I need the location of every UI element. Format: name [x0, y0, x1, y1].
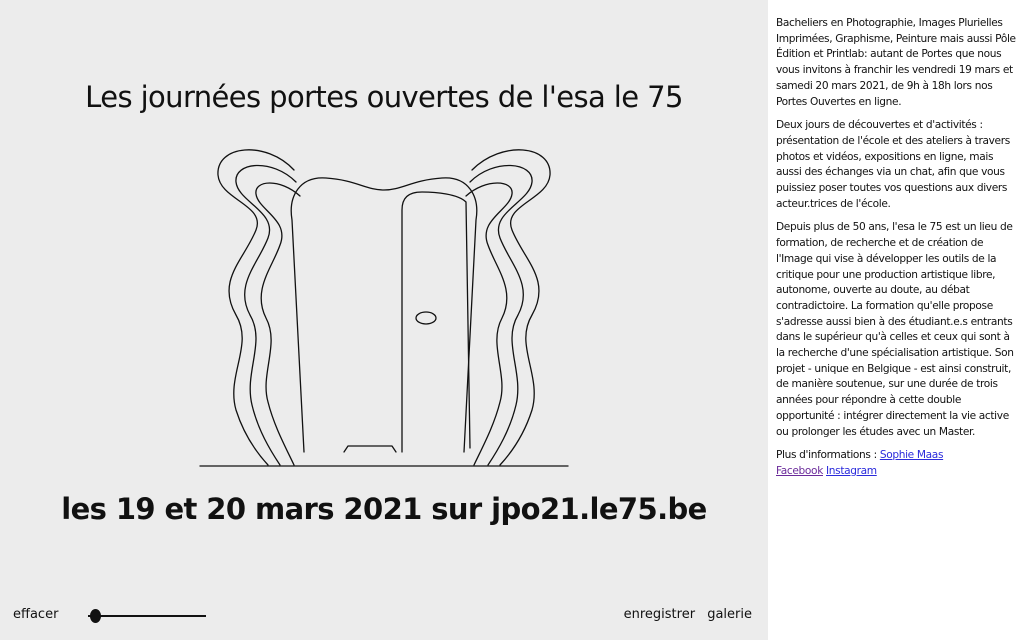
page-title: Les journées portes ouvertes de l'esa le 75: [85, 80, 683, 114]
info-paragraph-2: Deux jours de découvertes et d'activités : présentation de l'école et des ateliers à travers photos et vidéos, expositions en ligne, mais aussi des échanges via un chat, afin que vous puissiez poser toutes vos questions aux divers acteur.trices de l'école.: [776, 119, 1010, 210]
info-paragraph-1: Bacheliers en Photographie, Images Plurielles Imprimées, Graphisme, Peinture mais aussi Pôle Édition et Printlab: autant de Portes que nous vous invitons à franchir les vendredi 19 mars et samedi 20 mars 2021, de 9h à 18h lors nos Portes Ouvertes en ligne.: [776, 17, 1016, 108]
gallery-button[interactable]: galerie: [707, 607, 752, 622]
clear-button[interactable]: effacer: [13, 607, 59, 622]
info-paragraph-3: Depuis plus de 50 ans, l'esa le 75 est un lieu de formation, de recherche et de création de l'Image qui vise à développer les outils de la critique pour une production artistique libre, autonome, ouverte au doute, au débat contradictoire. La formation qu'elle propose s'adresse aussi bien à des étudiant.e.s entrants dans le supérieur qu'à celles et ceux qui sont à la recherche d'une spécialisation artistique. Son projet - unique en Belgique - est ainsi construit, de manière soutenue, sur une durée de trois années pour répondre à cette double opportunité : intégrer directement la vie active ou prolonger les études avec un Master.: [776, 221, 1014, 438]
links-block: [776, 448, 1016, 479]
instagram-link[interactable]: Instagram: [826, 464, 877, 477]
slider-track: [88, 615, 206, 617]
door-drawing: [196, 130, 572, 470]
save-button[interactable]: enregistrer: [623, 607, 696, 622]
info-panel: [768, 0, 1024, 640]
contact-link[interactable]: Sophie Maas: [879, 449, 944, 462]
slider-handle[interactable]: [90, 609, 101, 623]
left-curtain-inner: [256, 183, 300, 465]
door-panel: [402, 192, 470, 452]
facebook-link[interactable]: Facebook: [776, 464, 823, 477]
brush-size-slider[interactable]: [84, 608, 206, 624]
door-threshold: [344, 446, 396, 452]
canvas-actions: [616, 607, 752, 622]
right-curtain-inner: [466, 183, 512, 465]
more-info-label: Plus d'informations :: [776, 449, 880, 462]
door-handle: [416, 312, 436, 324]
canvas-toolbar: [0, 600, 768, 630]
left-curtain-mid: [236, 165, 296, 465]
door-frame: [291, 178, 477, 452]
event-dates: les 19 et 20 mars 2021 sur jpo21.le75.be: [61, 492, 707, 526]
